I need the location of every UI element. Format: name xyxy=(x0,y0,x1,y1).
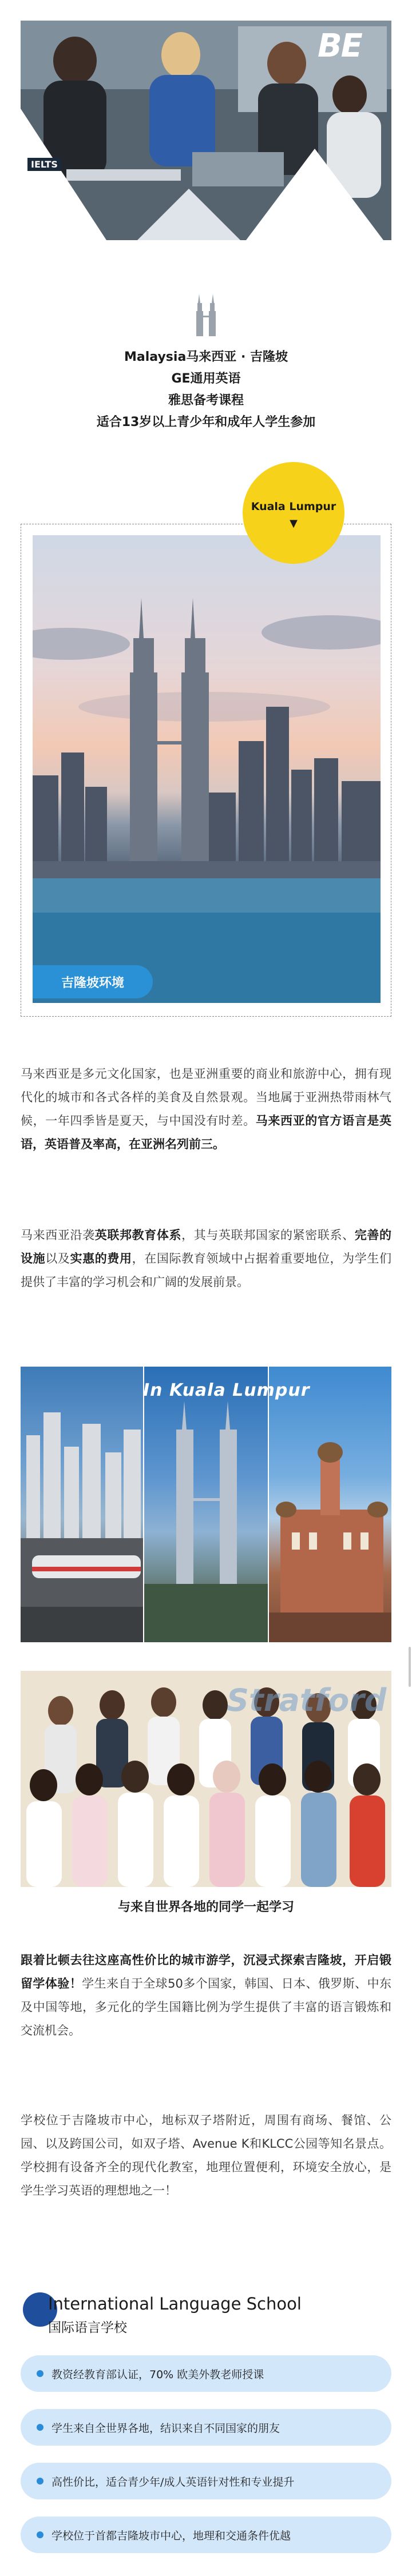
school-name-chinese: 国际语言学校 xyxy=(48,2320,127,2335)
feature-item-text: 高性价比，适合青少年/成人英语针对性和专业提升 xyxy=(52,2475,295,2489)
bullet-icon xyxy=(37,2370,43,2377)
education-text-4: ，在国际教育领域中占据着重要地位，为学生们提供了丰富的学习机会和广阔的发展前景。 xyxy=(21,1252,392,1289)
intro-line-course-ielts: 雅思备考课程 xyxy=(168,393,244,408)
kuala-lumpur-badge xyxy=(243,462,344,564)
bullet-icon xyxy=(37,2531,43,2538)
malaysia-intro-paragraph xyxy=(21,1062,391,1156)
page-scrollbar[interactable] xyxy=(409,1647,411,1687)
collage-photo-sultan-abdul-samad xyxy=(269,1367,391,1642)
malaysia-language-highlight: 马来西亚的官方语言是英语，英语普及率高，在亚洲名列前三。 xyxy=(21,1114,392,1151)
education-text-3: 以及 xyxy=(45,1252,70,1265)
school-location-paragraph xyxy=(21,2109,391,2203)
brand-logo: BE xyxy=(318,27,362,65)
hero-triangle-center xyxy=(137,189,240,240)
group-photo-caption: 与来自世界各地的同学一起学习 xyxy=(117,1900,294,1914)
malaysia-intro-text: 马来西亚是多元文化国家，也是亚洲重要的商业和旅游中心，拥有现代化的城市和各式各样的美食及自然景观。当地属于亚洲热带雨林气候，一年四季皆是夏天，与中国没有时差。 xyxy=(21,1067,391,1128)
school-name-english: International Language School xyxy=(48,2294,302,2314)
feature-item xyxy=(21,2409,391,2446)
intro-line-course-ge: GE通用英语 xyxy=(171,372,241,386)
education-highlight-3: 实惠的费用 xyxy=(70,1252,132,1265)
kuala-lumpur-badge-text: Kuala Lumpur xyxy=(251,500,336,513)
education-text-2: ，其与英联邦国家的紧密联系、 xyxy=(181,1228,355,1242)
education-system-paragraph xyxy=(21,1224,391,1294)
hero-triangle-left xyxy=(21,109,106,240)
stratford-brand-text: Stratford xyxy=(227,1682,387,1718)
collage-photo-twin-towers xyxy=(144,1367,268,1642)
study-tour-paragraph xyxy=(21,1949,391,2043)
chevron-down-icon: ▼ xyxy=(290,517,298,529)
feature-item-text: 教资经教育部认证，70% 欧美外教老师授课 xyxy=(52,2368,264,2381)
education-highlight-2: 完善的设施 xyxy=(21,1228,392,1265)
hero-banner xyxy=(0,0,412,246)
feature-item xyxy=(21,2355,391,2392)
school-location-text: 学校位于吉隆坡市中心，地标双子塔附近，周围有商场、餐馆、公园、以及跨国公司，如双子塔、Avenue K和KLCC公园等知名景点。学校拥有设备齐全的现代化教室，地理位置便利，环境安全放心，是学生学习英语的理想地之一！ xyxy=(21,2113,391,2197)
hero-triangle-right xyxy=(246,149,383,240)
kuala-lumpur-environment-label-text: 吉隆坡环境 xyxy=(61,976,124,990)
bullet-icon xyxy=(37,2478,43,2485)
education-text-1: 马来西亚沿袭 xyxy=(21,1228,95,1242)
kuala-lumpur-environment-label xyxy=(33,965,153,998)
kuala-lumpur-skyline-photo xyxy=(33,535,381,1003)
twin-towers-icon xyxy=(192,292,220,337)
education-highlight-1: 英联邦教育体系 xyxy=(94,1228,182,1242)
collage-photo-city-train xyxy=(21,1367,143,1642)
feature-item-text: 学生来自全世界各地，结识来自不同国家的朋友 xyxy=(52,2422,280,2435)
intro-block xyxy=(0,347,412,433)
bullet-icon xyxy=(37,2424,43,2431)
students-group-photo xyxy=(21,1671,391,1887)
ielts-tag: IELTS xyxy=(27,158,61,171)
kuala-lumpur-collage xyxy=(21,1367,391,1642)
feature-item xyxy=(21,2517,391,2553)
collage-title: In Kuala Lumpur xyxy=(143,1380,310,1400)
study-tour-highlight: 跟着比顿去往这座高性价比的城市游学，沉浸式探索吉隆坡，开启锻留学体验！ xyxy=(21,1953,391,1990)
feature-item-text: 学校位于首都吉隆坡市中心，地理和交通条件优越 xyxy=(52,2529,291,2542)
feature-item xyxy=(21,2463,391,2499)
intro-line-location: Malaysia马来西亚 · 吉隆坡 xyxy=(124,350,288,364)
intro-line-audience: 适合13岁以上青少年和成年人学生参加 xyxy=(96,415,316,429)
study-tour-text: 学生来自于全球50多个国家，韩国、日本、俄罗斯、中东及中国等地，多元化的学生国籍比例为学生提供了丰富的语言锻炼和交流机会。 xyxy=(21,1977,391,2037)
